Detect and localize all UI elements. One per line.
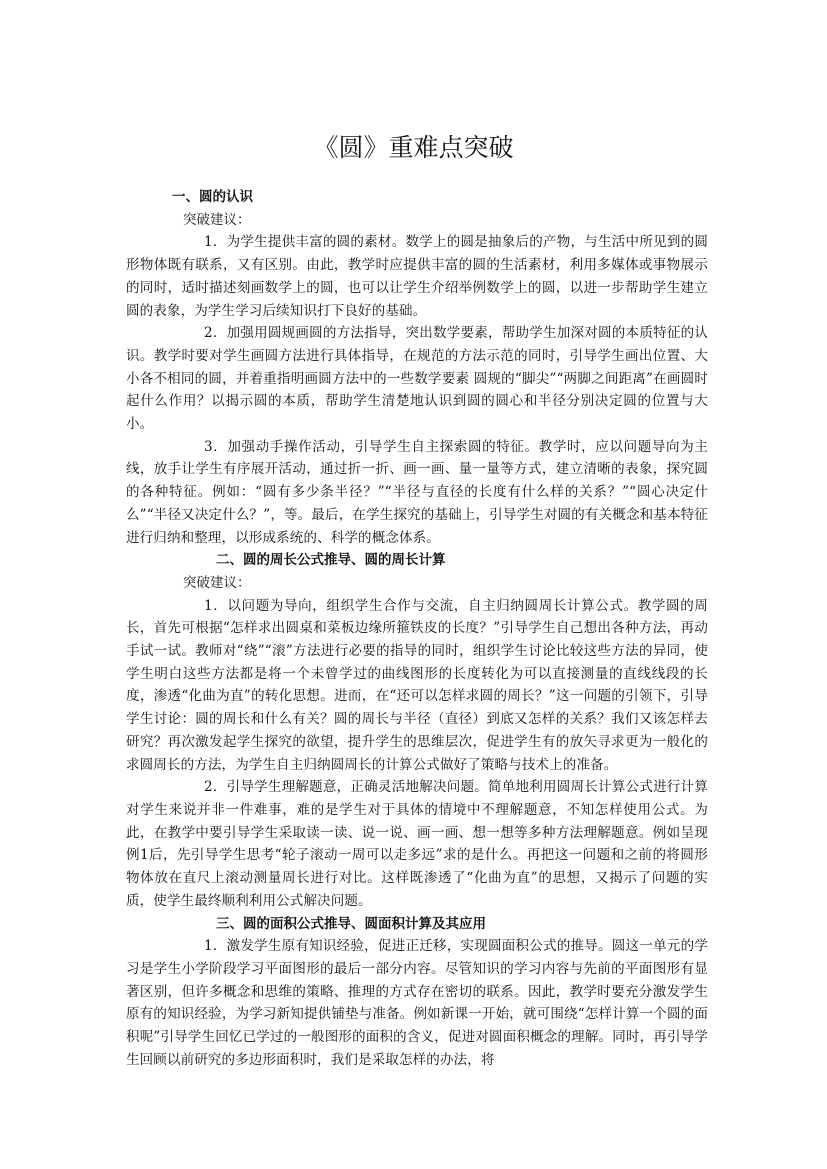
section-heading-1: 一、圆的认识 [172,189,253,205]
section-heading-2: 二、圆的周长公式推导、圆的周长计算 [216,552,446,569]
page-title: 《圆》重难点突破 [313,133,514,162]
section-subheading-1: 突破建议： [183,211,251,228]
paragraph-3-1: 1．激发学生原有知识经验，促进正迁移，实现圆面积公式的推导。圆这一单元的学习是学生小学阶段学习平面图形的最后一部分内容。尽管知识的学习内容与先前的平面图形有显著区别，但许多概念和思维的策略、推理的方式存在密切的联系。因此，教学时要充分激发学生原有的知识经验，为学习新知提供铺垫与准备。例如新课一开始，就可围绕“怎样计算一个圆的面积呢”引导学生回忆已学过的一般图形的面积的含义，促进对圆面积概念的理解。同时，再引导学生回顾以前研究的多边形面积时，我们是采取怎样的办法，将 [126,938,708,1068]
paragraph-1-2: 2．加强用圆规画圆的方法指导，突出数学要素，帮助学生加深对圆的本质特征的认识。教学时要对学生画圆方法进行具体指导，在规范的方法示范的同时，引导学生画出位置、大小各不相同的圆，并着重指明画圆方法中的一些数学要素 圆规的“脚尖”“两脚之间距离”在画圆时起什么作用？以揭示圆的本质，帮助学生清楚地认识到圆的圆心和半径分别决定圆的位置与大小。 [126,325,708,433]
paragraph-2-1: 1．以问题为导向，组织学生合作与交流，自主归纳圆周长计算公式。教学圆的周长，首先可根据“怎样求出圆桌和菜板边缘所箍铁皮的长度？”引导学生自己想出各种方法，再动手试一试。教师对“绕”“滚”方法进行必要的指导的同时，组织学生讨论比较这些方法的异同，使学生明白这些方法都是将一个未曾学过的曲线图形的长度转化为可以直接测量的直线线段的长度，渗透“化曲为直”的转化思想。进而，在“还可以怎样求圆的周长？”这一问题的引领下，引导学生讨论：圆的周长和什么有关？圆的周长与半径（直径）到底又怎样的关系？我们又该怎样去研究？再次激发起学生探究的欲望，提升学生的思维层次，促进学生有的放矢寻求更为一般化的求圆周长的方法，为学生自主归纳圆周长的计算公式做好了策略与技术上的准备。 [126,597,708,773]
section-heading-3: 三、圆的面积公式推导、圆面积计算及其应用 [216,915,486,932]
paragraph-1-3: 3．加强动手操作活动，引导学生自主探索圆的特征。教学时，应以问题导向为主线，放手让学生有序展开活动，通过折一折、画一画、量一量等方式，建立清晰的表象，探究圆的各种特征。例如：“圆有多少条半径？”“半径与直径的长度有什么样的关系？”“圆心决定什么”“半径又决定什么？”，等。最后，在学生探究的基础上，引导学生对圆的有关概念和基本特征进行归纳和整理，以形成系统的、科学的概念体系。 [126,438,708,546]
document-body [126,186,708,1071]
paragraph-1-1: 1．为学生提供丰富的圆的素材。数学上的圆是抽象后的产物，与生活中所见到的圆形物体既有联系，又有区别。由此，教学时应提供丰富的圆的生活素材，利用多媒体或事物展示的同时，适时描述刻画数学上的圆，也可以让学生介绍举例数学上的圆，以进一步帮助学生建立圆的表象，为学生学习后续知识打下良好的基础。 [126,234,708,319]
paragraph-2-2: 2．引导学生理解题意，正确灵活地解决问题。简单地利用圆周长计算公式进行计算对学生来说并非一件难事，难的是学生对于具体的情境中不理解题意，不知怎样使用公式。为此，在教学中要引导学生采取读一读、说一说、画一画、想一想等多种方法理解题意。例如呈现例1后，先引导学生思考“轮子滚动一周可以走多远”求的是什么。再把这一问题和之前的将圆形物体放在直尺上滚动测量周长进行对比。这样既渗透了“化曲为直”的思想，又揭示了问题的实质，使学生最终顺利利用公式解决问题。 [126,779,708,909]
section-subheading-2: 突破建议： [183,574,251,591]
